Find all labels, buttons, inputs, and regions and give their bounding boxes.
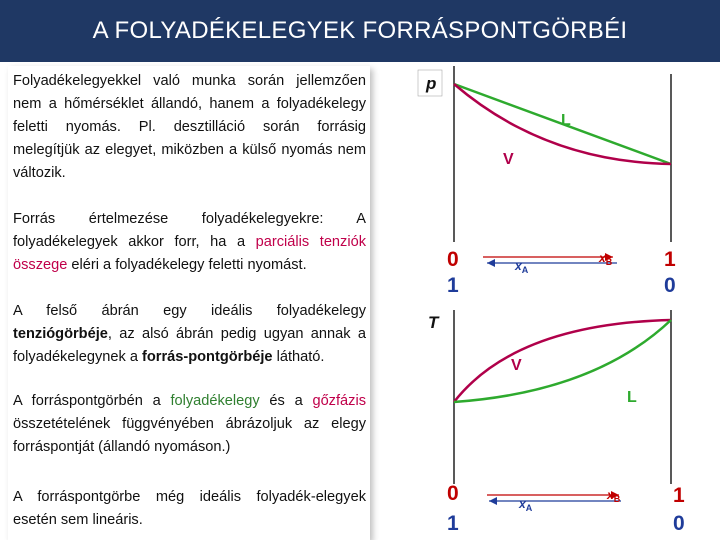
top-L-label: L — [561, 112, 571, 129]
top-xB-sub: B — [605, 257, 613, 267]
paragraph-5: A forráspontgörbe még ideális folyadék-elegyek esetén sem lineáris. — [13, 489, 366, 528]
text-panel — [8, 66, 370, 540]
bottom-xA-main: x — [519, 497, 526, 511]
p3-bold-1: tenziógörbéje — [13, 326, 108, 342]
bottom-xB-label — [606, 488, 621, 504]
paragraph-3 — [13, 300, 366, 369]
p2-highlight: parciális tenziók összege — [13, 234, 367, 273]
top-V-label: V — [503, 151, 514, 168]
top-xB-main: x — [599, 251, 606, 265]
top-left-0: 0 — [447, 248, 459, 271]
bottom-liquid-curve — [454, 320, 671, 402]
bottom-L-label: L — [627, 389, 637, 406]
p4-vapor: gőzfázis — [312, 393, 366, 409]
p4-text-b: és a — [259, 393, 313, 409]
top-xA-arrowhead — [487, 259, 495, 267]
p2-text-b: eléri a folyadékelegy feletti nyomást. — [67, 257, 307, 273]
slide-title: A FOLYADÉKELEGYEK FORRÁSPONTGÖRBÉI — [92, 17, 628, 44]
bottom-xB-main: x — [607, 488, 614, 502]
bottom-xB-sub: B — [613, 494, 621, 504]
diagrams — [395, 62, 715, 540]
paragraph-2 — [13, 208, 366, 277]
bottom-left-1: 1 — [447, 512, 459, 535]
top-right-0: 0 — [664, 274, 676, 297]
bottom-vapor-curve — [454, 320, 671, 402]
title-bar — [0, 0, 720, 62]
p3-text-c: látható. — [272, 349, 325, 365]
top-xB-label — [598, 251, 613, 267]
p3-text-a: A felső ábrán egy ideális folyadékelegy — [13, 303, 366, 319]
p3-bold-2: forrás-pontgörbéje — [142, 349, 273, 365]
top-xA-sub: A — [521, 265, 529, 275]
p4-text-a: A forráspontgörbén a — [13, 393, 171, 409]
paragraph-1: Folyadékelegyekkel való munka során jellemzően nem a hőmérséklet állandó, hanem a folyadékelegy feletti nyomás. Pl. desztilláció során forrásig melegítjük az elegyet, miközben a külső nyomás nem változik. — [13, 73, 366, 181]
bottom-xA-label — [518, 497, 533, 513]
bottom-xA-arrowhead — [489, 497, 497, 505]
boiling-point-diagram — [428, 310, 685, 535]
top-xA-main: x — [515, 259, 522, 273]
paragraph-4 — [13, 390, 366, 459]
bottom-left-0: 0 — [447, 482, 459, 505]
top-left-1: 1 — [447, 274, 459, 297]
vapor-pressure-diagram — [418, 66, 676, 297]
p3-text-b: , az alsó ábrán pedig ugyan annak a folyadékelegynek a — [13, 326, 366, 365]
p-axis-label: p — [426, 74, 437, 93]
top-xA-label — [514, 259, 529, 275]
T-axis-label: T — [428, 313, 439, 332]
bottom-right-0: 0 — [673, 512, 685, 535]
top-right-1: 1 — [664, 248, 676, 271]
p4-liquid: folyadékelegy — [170, 393, 260, 409]
p2-text-a: Forrás értelmezése folyadékelegyekre: A folyadékelegyek akkor forr, ha a — [13, 211, 366, 250]
bottom-V-label: V — [511, 357, 522, 374]
p4-text-c: összetételének függvényében ábrázoljuk az elegy forráspontját (állandó nyomáson.) — [13, 416, 366, 455]
bottom-right-1: 1 — [673, 484, 685, 507]
bottom-xA-sub: A — [525, 503, 533, 513]
